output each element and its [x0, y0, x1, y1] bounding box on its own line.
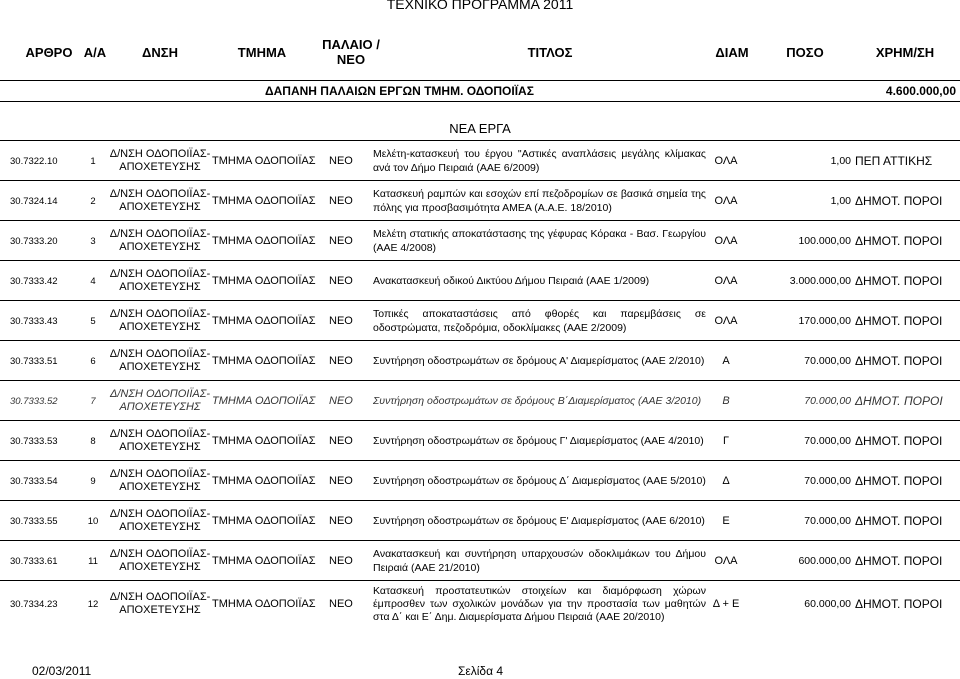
row-code: 30.7333.61: [10, 555, 58, 567]
table-header: [0, 34, 960, 70]
table-row: [0, 540, 960, 581]
row-district: ΟΛΑ: [714, 235, 738, 247]
row-department: ΤΜΗΜΑ ΟΔΟΠΟΙΪΑΣ: [212, 355, 316, 367]
row-amount: 3.000.000,00: [789, 275, 851, 287]
table-row: [0, 460, 960, 501]
row-code: 30.7333.42: [10, 275, 58, 287]
row-directorate: Δ/ΝΣΗ ΟΔΟΠΟΙΪΑΣ-ΑΠΟΧΕΤΕΥΣΗΣ: [109, 148, 211, 173]
row-title: Κατασκευή προστατευτικών στοιχείων και διαμόρφωση χώρων έμπροσθεν των σχολικών μονάδων για την προστασία των μαθητών στα Δ΄ και Ε΄ Δημ. Διαμερίσματα Δήμου Πειραιά (ΑΑΕ 20/2010): [373, 584, 706, 623]
row-code: 30.7333.20: [10, 235, 58, 247]
row-district: ΟΛΑ: [714, 315, 738, 327]
row-department: ΤΜΗΜΑ ΟΔΟΠΟΙΪΑΣ: [212, 395, 316, 407]
row-district: ΟΛΑ: [714, 555, 738, 567]
header-diam: ΔΙΑΜ: [715, 44, 749, 60]
row-department: ΤΜΗΜΑ ΟΔΟΠΟΙΪΑΣ: [212, 315, 316, 327]
row-number: 4: [90, 275, 96, 287]
table-row: [0, 260, 960, 301]
row-department: ΤΜΗΜΑ ΟΔΟΠΟΙΪΑΣ: [212, 515, 316, 527]
header-poso: ΠΟΣΟ: [786, 44, 824, 60]
row-directorate: Δ/ΝΣΗ ΟΔΟΠΟΙΪΑΣ-ΑΠΟΧΕΤΕΥΣΗΣ: [109, 591, 211, 616]
row-new-flag: ΝΕΟ: [329, 195, 353, 207]
row-code: 30.7324.14: [10, 195, 58, 207]
row-directorate: Δ/ΝΣΗ ΟΔΟΠΟΙΪΑΣ-ΑΠΟΧΕΤΕΥΣΗΣ: [109, 428, 211, 453]
header-palaio-neo: ΠΑΛΑΙΟ / ΝΕΟ: [322, 37, 380, 67]
row-department: ΤΜΗΜΑ ΟΔΟΠΟΙΪΑΣ: [212, 195, 316, 207]
row-code: 30.7333.53: [10, 435, 58, 447]
row-department: ΤΜΗΜΑ ΟΔΟΠΟΙΪΑΣ: [212, 555, 316, 567]
row-code: 30.7333.55: [10, 515, 58, 527]
row-number: 7: [90, 395, 96, 407]
summary-total: 4.600.000,00: [885, 84, 956, 98]
header-aa: Α/Α: [83, 44, 107, 60]
row-directorate: Δ/ΝΣΗ ΟΔΟΠΟΙΪΑΣ-ΑΠΟΧΕΤΕΥΣΗΣ: [109, 228, 211, 253]
row-number: 8: [90, 435, 96, 447]
table-row: [0, 300, 960, 341]
table-row: [0, 340, 960, 381]
row-title: Κατασκευή ραμπών και εσοχών επί πεζοδρομίων σε βασικά σημεία της πόλης για προσβασιμότητα ΑΜΕΑ (Α.Α.Ε. 18/2010): [373, 188, 706, 214]
row-funding: ΔΗΜΟΤ. ΠΟΡΟΙ: [855, 434, 943, 448]
row-directorate: Δ/ΝΣΗ ΟΔΟΠΟΙΪΑΣ-ΑΠΟΧΕΤΕΥΣΗΣ: [109, 308, 211, 333]
row-funding: ΔΗΜΟΤ. ΠΟΡΟΙ: [855, 314, 943, 328]
table-row: [0, 380, 960, 421]
row-funding: ΔΗΜΟΤ. ΠΟΡΟΙ: [855, 274, 943, 288]
row-amount: 70.000,00: [804, 355, 851, 367]
row-funding: ΔΗΜΟΤ. ΠΟΡΟΙ: [855, 474, 943, 488]
row-amount: 60.000,00: [804, 598, 851, 610]
header-arthro: ΑΡΘΡΟ: [25, 44, 73, 60]
table-row: [0, 140, 960, 181]
row-district: Δ + Ε: [712, 598, 740, 610]
row-new-flag: ΝΕΟ: [329, 555, 353, 567]
row-amount: 70.000,00: [804, 475, 851, 487]
row-funding: ΔΗΜΟΤ. ΠΟΡΟΙ: [855, 194, 943, 208]
summary-row: [0, 80, 960, 102]
row-code: 30.7334.23: [10, 598, 58, 610]
row-amount: 70.000,00: [804, 515, 851, 527]
row-district: Α: [722, 355, 730, 367]
row-title: Συντήρηση οδοστρωμάτων σε δρόμους Δ΄ Διαμερίσματος (ΑΑΕ 5/2010): [373, 475, 706, 487]
row-department: ΤΜΗΜΑ ΟΔΟΠΟΙΪΑΣ: [212, 475, 316, 487]
row-funding: ΠΕΠ ΑΤΤΙΚΗΣ: [855, 154, 933, 168]
row-district: Ε: [722, 515, 730, 527]
row-amount: 1,00: [830, 155, 851, 167]
row-new-flag: ΝΕΟ: [329, 435, 353, 447]
row-title: Συντήρηση οδοστρωμάτων σε δρόμους Ε' Διαμερίσματος (ΑΑΕ 6/2010): [373, 515, 705, 527]
row-new-flag: ΝΕΟ: [329, 275, 353, 287]
row-amount: 100.000,00: [798, 235, 851, 247]
row-district: Δ: [722, 475, 730, 487]
row-directorate: Δ/ΝΣΗ ΟΔΟΠΟΙΪΑΣ-ΑΠΟΧΕΤΕΥΣΗΣ: [109, 388, 210, 413]
row-amount: 170.000,00: [798, 315, 851, 327]
row-district: ΟΛΑ: [714, 275, 738, 287]
section-title: ΝΕΑ ΕΡΓΑ: [449, 121, 511, 136]
row-directorate: Δ/ΝΣΗ ΟΔΟΠΟΙΪΑΣ-ΑΠΟΧΕΤΕΥΣΗΣ: [109, 348, 211, 373]
row-district: Β: [722, 395, 730, 407]
table-row: [0, 180, 960, 221]
row-funding: ΔΗΜΟΤ. ΠΟΡΟΙ: [855, 597, 943, 611]
row-code: 30.7333.52: [10, 395, 58, 407]
row-district: ΟΛΑ: [714, 195, 738, 207]
row-title: Συντήρηση οδοστρωμάτων σε δρόμους Α' Διαμερίσματος (ΑΑΕ 2/2010): [373, 355, 705, 367]
row-new-flag: ΝΕΟ: [329, 315, 353, 327]
row-title: Ανακατασκευή και συντήρηση υπαρχουσών οδοκλιμάκων του Δήμου Πειραιά (ΑΑΕ 21/2010): [373, 548, 706, 574]
table-row: [0, 500, 960, 541]
row-code: 30.7333.51: [10, 355, 58, 367]
row-department: ΤΜΗΜΑ ΟΔΟΠΟΙΪΑΣ: [212, 155, 316, 167]
row-new-flag: ΝΕΟ: [329, 355, 353, 367]
row-code: 30.7333.43: [10, 315, 58, 327]
row-number: 12: [87, 598, 99, 610]
row-number: 5: [90, 315, 96, 327]
row-code: 30.7322.10: [10, 155, 58, 167]
row-directorate: Δ/ΝΣΗ ΟΔΟΠΟΙΪΑΣ-ΑΠΟΧΕΤΕΥΣΗΣ: [109, 468, 211, 493]
table-row: [0, 220, 960, 261]
row-department: ΤΜΗΜΑ ΟΔΟΠΟΙΪΑΣ: [212, 275, 316, 287]
row-title: Μελέτη-κατασκευή του έργου "Αστικές αναπλάσεις μεγάλης κλίμακας ανά τον Δήμο Πειραιά (ΑΑΕ 6/2009): [373, 148, 706, 174]
row-code: 30.7333.54: [10, 475, 58, 487]
row-amount: 1,00: [830, 195, 851, 207]
row-department: ΤΜΗΜΑ ΟΔΟΠΟΙΪΑΣ: [212, 435, 316, 447]
row-directorate: Δ/ΝΣΗ ΟΔΟΠΟΙΪΑΣ-ΑΠΟΧΕΤΕΥΣΗΣ: [109, 188, 211, 213]
row-funding: ΔΗΜΟΤ. ΠΟΡΟΙ: [855, 234, 943, 248]
row-new-flag: ΝΕΟ: [329, 155, 353, 167]
row-new-flag: ΝΕΟ: [329, 395, 353, 407]
row-number: 10: [87, 515, 99, 527]
row-funding: ΔΗΜΟΤ. ΠΟΡΟΙ: [855, 394, 943, 408]
row-new-flag: ΝΕΟ: [329, 475, 353, 487]
row-new-flag: ΝΕΟ: [329, 515, 353, 527]
row-funding: ΔΗΜΟΤ. ΠΟΡΟΙ: [855, 514, 943, 528]
header-titlos: ΤΙΤΛΟΣ: [527, 44, 573, 60]
row-number: 11: [88, 555, 98, 567]
table-row: [0, 420, 960, 461]
row-title: Ανακατασκευή οδικού Δικτύου Δήμου Πειραιά (ΑΑΕ 1/2009): [373, 275, 650, 287]
header-dnsh: ΔΝΣΗ: [142, 44, 178, 60]
row-new-flag: ΝΕΟ: [329, 598, 353, 610]
row-amount: 70.000,00: [804, 395, 851, 407]
row-number: 2: [90, 195, 96, 207]
row-directorate: Δ/ΝΣΗ ΟΔΟΠΟΙΪΑΣ-ΑΠΟΧΕΤΕΥΣΗΣ: [109, 548, 211, 573]
table-row: [0, 580, 960, 627]
row-department: ΤΜΗΜΑ ΟΔΟΠΟΙΪΑΣ: [212, 235, 316, 247]
row-district: ΟΛΑ: [714, 155, 738, 167]
header-tmhma: ΤΜΗΜΑ: [237, 44, 287, 60]
row-funding: ΔΗΜΟΤ. ΠΟΡΟΙ: [855, 354, 943, 368]
row-title: Συντήρηση οδοστρωμάτων σε δρόμους Γ' Διαμερίσματος (ΑΑΕ 4/2010): [373, 435, 704, 447]
row-number: 1: [90, 155, 96, 167]
row-funding: ΔΗΜΟΤ. ΠΟΡΟΙ: [855, 554, 943, 568]
page-title: ΤΕΧΝΙΚΟ ΠΡΟΓΡΑΜΜΑ 2011: [386, 0, 574, 12]
row-department: ΤΜΗΜΑ ΟΔΟΠΟΙΪΑΣ: [212, 598, 316, 610]
header-xrhm: ΧΡΗΜ/ΣΗ: [875, 44, 935, 60]
row-directorate: Δ/ΝΣΗ ΟΔΟΠΟΙΪΑΣ-ΑΠΟΧΕΤΕΥΣΗΣ: [109, 268, 211, 293]
footer-date: 02/03/2011: [32, 664, 92, 678]
summary-label: ΔΑΠΑΝΗ ΠΑΛΑΙΩΝ ΕΡΓΩΝ ΤΜΗΜ. ΟΔΟΠΟΙΪΑΣ: [265, 84, 534, 98]
row-amount: 70.000,00: [804, 435, 851, 447]
row-new-flag: ΝΕΟ: [329, 235, 353, 247]
row-number: 3: [90, 235, 96, 247]
row-title: Συντήρηση οδοστρωμάτων σε δρόμους Β΄Διαμερίσματος (ΑΑΕ 3/2010): [373, 395, 702, 407]
row-district: Γ: [722, 435, 730, 447]
row-amount: 600.000,00: [798, 555, 851, 567]
row-number: 6: [90, 355, 96, 367]
row-number: 9: [90, 475, 96, 487]
row-directorate: Δ/ΝΣΗ ΟΔΟΠΟΙΪΑΣ-ΑΠΟΧΕΤΕΥΣΗΣ: [109, 508, 211, 533]
row-title: Τοπικές αποκαταστάσεις από φθορές και παρεμβάσεις σε οδοστρώματα, πεζοδρόμια, οδοκλίμακες (ΑΑΕ 2/2009): [373, 308, 706, 334]
footer-page-number: Σελίδα 4: [458, 664, 504, 678]
page-footer: [0, 664, 960, 679]
row-title: Μελέτη στατικής αποκατάστασης της γέφυρας Κόρακα - Βασ. Γεωργίου (ΑΑΕ 4/2008): [373, 228, 706, 254]
